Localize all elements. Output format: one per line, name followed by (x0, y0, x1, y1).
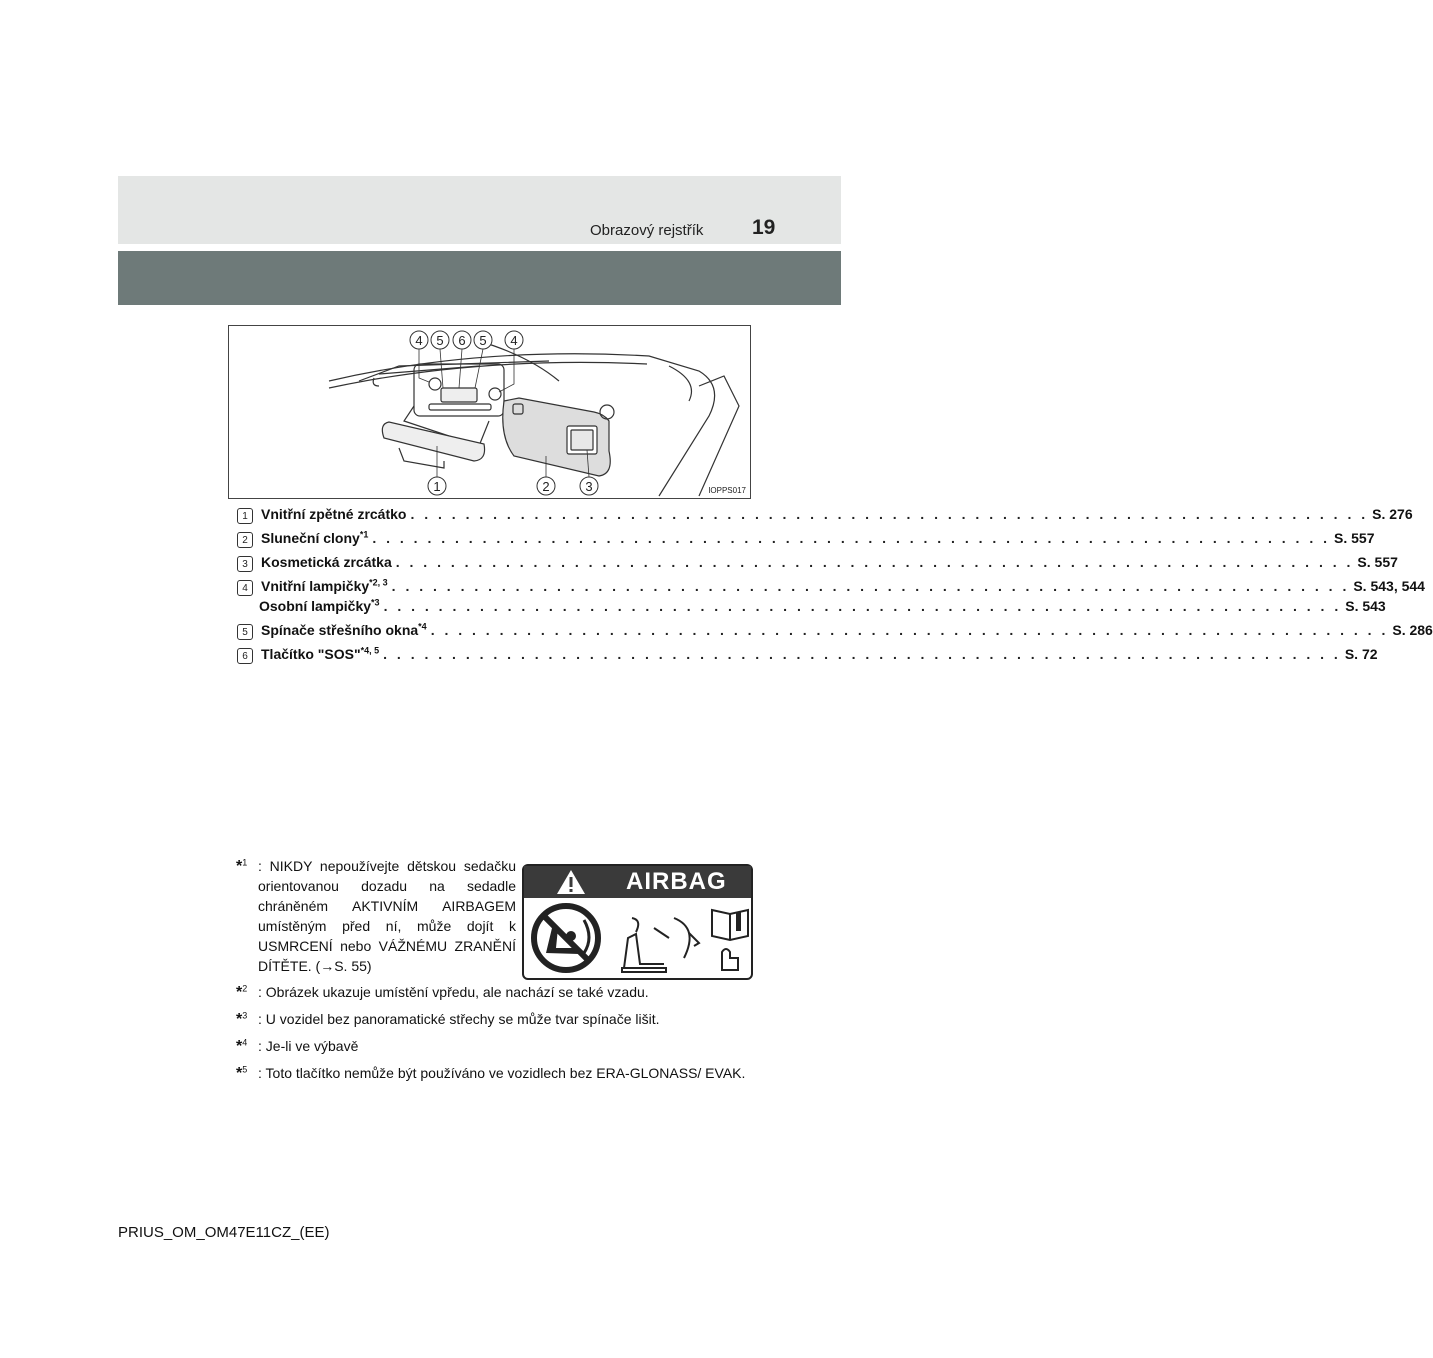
roof-drawing (229, 326, 750, 498)
list-item (237, 554, 1398, 578)
footnote-text: : U vozidel bez panoramatické střechy se může tvar spínače lišit. (258, 1011, 660, 1027)
airbag-pictograms (524, 898, 751, 978)
item-number: 4 (237, 580, 253, 596)
page-reference[interactable]: S. 286 (1392, 622, 1433, 638)
footnote-marker: *1 (359, 529, 369, 540)
callout-5-right (474, 331, 492, 349)
header-bar (118, 176, 841, 244)
list-item (237, 506, 1413, 530)
item-label: Kosmetická zrcátka (261, 554, 392, 570)
component-list (237, 506, 1433, 670)
item-label: Sluneční clony (261, 530, 360, 546)
callout-6 (453, 331, 471, 349)
item-label: Vnitřní zpětné zrcátko (261, 506, 407, 522)
item-label: Vnitřní lampičky (261, 578, 370, 594)
callout-4-left (410, 331, 428, 349)
footnote: *$^5$ : Toto tlačítko nemůže být používáno ve vozidlech bez ERA-GLONASS/ EVAK. (236, 1063, 748, 1084)
footnote-marker: *4, 5 (360, 645, 380, 656)
item-number: 1 (237, 508, 253, 524)
footnote-text: : Je-li ve výbavě (258, 1038, 359, 1054)
page-number: 19 (752, 216, 776, 239)
section-title: Obrazový rejstřík (590, 222, 704, 239)
no-rear-facing-seat-icon (534, 906, 598, 970)
callout-3 (580, 477, 598, 495)
footnote: *$^2$ : Obrázek ukazuje umístění vpředu, ale nachází se také vzadu. (236, 982, 748, 1003)
footnote-marker: *2, 3 (369, 577, 388, 588)
item-number: 5 (237, 624, 253, 640)
svg-text:6: 6 (458, 333, 466, 348)
page-reference[interactable]: S. 276 (1372, 506, 1413, 522)
svg-text:3: 3 (585, 479, 593, 494)
list-item (237, 645, 1378, 670)
callout-5-left (431, 331, 449, 349)
seat-airbag-icon (622, 918, 699, 972)
interior-roof-illustration (228, 325, 751, 499)
list-subitem (259, 597, 1386, 622)
list-item (237, 529, 1375, 554)
footnote: *$^4$ : Je-li ve výbavě (236, 1036, 748, 1057)
svg-text:1: 1 (433, 479, 441, 494)
callout-4-right (505, 331, 523, 349)
footer-doc-id: PRIUS_OM_OM47E11CZ_(EE) (118, 1224, 330, 1241)
footnote-marker: *4 (418, 621, 427, 632)
item-number: 2 (237, 532, 253, 548)
page-reference[interactable]: S. 543 (1345, 598, 1386, 614)
svg-text:5: 5 (436, 333, 444, 348)
callout-2 (537, 477, 555, 495)
page-reference[interactable]: S. 557 (1357, 554, 1398, 570)
item-number: 3 (237, 556, 253, 572)
item-label: Spínače střešního okna (261, 622, 419, 638)
airbag-warning-label (522, 864, 753, 980)
item-label: Tlačítko "SOS" (261, 646, 361, 662)
footnote-text: : Obrázek ukazuje umístění vpředu, ale nachází se také vzadu. (258, 984, 649, 1000)
footnote: *$^3$ : U vozidel bez panoramatické střechy se může tvar spínače lišit. (236, 1009, 748, 1030)
page-reference[interactable]: S. 557 (1334, 530, 1375, 546)
page-reference[interactable]: S. 543, 544 (1353, 578, 1425, 594)
footnote: *$^1$ : NIKDY nepoužívejte dětskou sedačku orientovanou dozadu na sedadle chráněném AKTIVNÍM AIRBAGEM umístěným před ní, může dojít k USMRCENÍ nebo VÁŽNÉMU ZRANĚNÍ DÍTĚTE. (→S. 55) (236, 857, 516, 974)
svg-text:4: 4 (510, 333, 518, 348)
warning-triangle-icon (556, 869, 586, 895)
svg-text:4: 4 (415, 333, 423, 348)
manual-info-icon (712, 910, 748, 970)
list-item (237, 621, 1433, 646)
footnote-text: : Toto tlačítko nemůže být používáno ve vozidlech bez ERA-GLONASS/ EVAK. (258, 1065, 746, 1081)
page-reference[interactable]: S. 72 (1344, 646, 1378, 662)
item-label: Osobní lampičky (259, 598, 372, 614)
airbag-title: AIRBAG (626, 868, 727, 895)
list-item (237, 577, 1425, 600)
airbag-header (524, 866, 751, 898)
item-number: 6 (237, 648, 253, 664)
footnote-marker: *3 (371, 597, 380, 608)
footnote-text: : NIKDY nepoužívejte dětskou sedačku orientovanou dozadu na sedadle chráněném AKTIVNÍM AIRBAGEM umístěným před ní, může dojít k USMRCENÍ nebo VÁŽNÉMU ZRANĚNÍ DÍTĚTE. (→S. 55) (258, 858, 516, 974)
svg-text:5: 5 (479, 333, 487, 348)
header-band (118, 251, 841, 305)
callout-1 (428, 477, 446, 495)
svg-text:2: 2 (542, 479, 550, 494)
figure-code: IOPPS017 (708, 486, 746, 495)
